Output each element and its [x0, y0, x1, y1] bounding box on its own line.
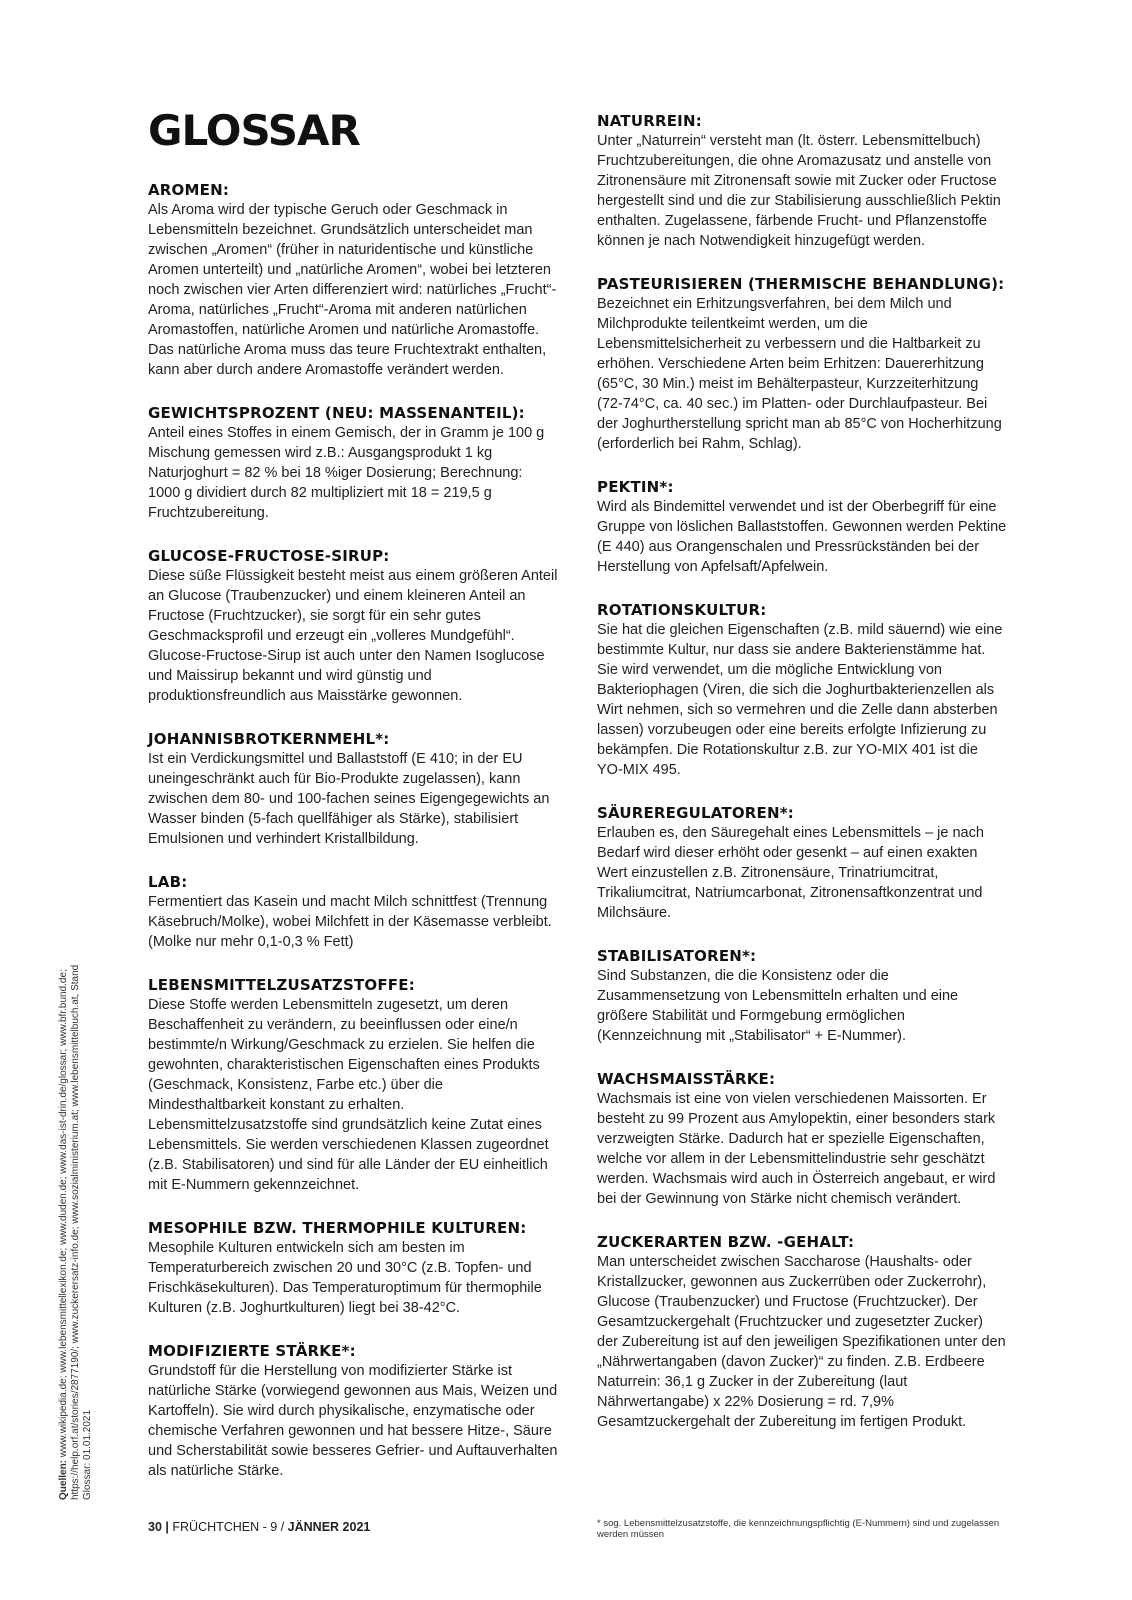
glossary-term: MODIFIZIERTE STÄRKE*: [148, 1342, 356, 1360]
glossary-definition: Bezeichnet ein Erhitzungsverfahren, bei dem Milch und Milchprodukte teilentkeimt werden, um die Lebensmittelsicherheit zu verbessern und die Haltbarkeit zu erhöhen. Verschiedene Arten beim Erhitzen: Dauererhitzung (65°C, 30 Min.) meist im Behälterpasteur, Kurzzeiterhitzung (72-74°C, ca. 40 sec.) im Platten- oder Durchlaufpasteur. Bei der Joghurtherstellung spricht man ab 85°C von Hocherhitzung (erforderlich bei Rahm, Schlag). [597, 296, 1002, 452]
glossary-entry-saeureregulatoren [597, 803, 1007, 923]
glossary-term: MESOPHILE BZW. THERMOPHILE KULTUREN: [148, 1219, 527, 1237]
glossary-entry-zuckerarten [597, 1232, 1007, 1432]
glossary-entry-lebensmittelzusatzstoffe [148, 975, 558, 1195]
glossary-term: AROMEN: [148, 181, 230, 199]
glossary-term: PEKTIN*: [597, 478, 674, 496]
glossary-entry-naturrein [597, 111, 1007, 251]
glossary-entry-pektin [597, 477, 1007, 577]
glossary-entry-glucose-fructose-sirup [148, 546, 558, 706]
glossary-term: LAB: [148, 873, 188, 891]
glossary-term: LEBENSMITTELZUSATZSTOFFE: [148, 976, 415, 994]
glossary-entry-stabilisatoren [597, 946, 1007, 1046]
glossary-entry-gewichtsprozent [148, 403, 558, 523]
glossary-term: GLUCOSE-FRUCTOSE-SIRUP: [148, 547, 390, 565]
glossary-definition: Fermentiert das Kasein und macht Milch schnittfest (Trennung Käsebruch/Molke), wobei Milchfett in der Käsemasse verbleibt. (Molke nur mehr 0,1-0,3 % Fett) [148, 894, 552, 950]
publication-name: FRÜCHTCHEN - 9 / [172, 1520, 285, 1534]
glossary-term: WACHSMAISSTÄRKE: [597, 1070, 776, 1088]
glossary-term: ROTATIONSKULTUR: [597, 601, 767, 619]
glossary-entry-modifizierte-staerke [148, 1341, 558, 1481]
glossary-entry-johannisbrotkernmehl [148, 729, 558, 849]
glossary-definition: Ist ein Verdickungsmittel und Ballaststoff (E 410; in der EU uneingeschränkt auch für Bio-Produkte zugelassen), kann zwischen dem 80- und 100-fachen seines Eigengegewichts an Wasser binden (5-fach quellfähiger als Stärke), stabilisiert Emulsionen und verhindert Kristallbildung. [148, 751, 550, 847]
glossary-term: STABILISATOREN*: [597, 947, 757, 965]
sources-note [58, 940, 94, 1500]
page-title: GLOSSAR [148, 106, 360, 155]
glossary-entry-mesophile-kulturen [148, 1218, 558, 1318]
glossary-entry-pasteurisieren [597, 274, 1007, 454]
glossary-entry-aromen [148, 180, 558, 380]
glossary-definition: Wachsmais ist eine von vielen verschiedenen Maissorten. Er besteht zu 99 Prozent aus Amylopektin, einer besonders stark verzweigten Stärke. Dadurch hat er spezielle Eigenschaften, welche vor allem in der Lebensmittelindustrie sehr geschätzt werden. Wachsmais wird auch in Österreich angebaut, er wird bei der Gewinnung von Stärke nicht chemisch verändert. [597, 1091, 996, 1207]
glossary-term: GEWICHTSPROZENT (NEU: MASSENANTEIL): [148, 404, 525, 422]
glossary-term: JOHANNISBROTKERNMEHL*: [148, 730, 390, 748]
footnote: * sog. Lebensmittelzusatzstoffe, die kennzeichnungspflichtig (E-Nummern) sind und zugelassen werden müssen [597, 1518, 1000, 1540]
glossary-term: NATURREIN: [597, 112, 702, 130]
glossary-entry-rotationskultur [597, 600, 1007, 780]
glossary-definition: Unter „Naturrein“ versteht man (lt. österr. Lebensmittelbuch) Fruchtzubereitungen, die ohne Aromazusatz und anstelle von Zitronensäure mit Zitronensaft sowie mit Zucker oder Fructose hergestellt sind und die zur Stabilisierung ausschließlich Pektin enthalten. Zugelassene, färbende Frucht- und Pflanzenstoffe können je nach Notwendigkeit hinzugefügt werden. [597, 133, 1001, 249]
glossary-definition: Diese süße Flüssigkeit besteht meist aus einem größeren Anteil an Glucose (Traubenzucker) und einem kleineren Anteil an Fructose (Fruchtzucker), sie sorgt für ein sehr gutes Geschmacksprofil und erzeugt ein „volleres Mundgefühl“. Glucose-Fructose-Sirup ist auch unter den Namen Isoglucose und Maissirup bekannt und wird günstig und produktionsfreundlich aus Maisstärke gewonnen. [148, 568, 558, 704]
glossary-left-column [148, 180, 558, 1504]
page-footer [148, 1520, 370, 1534]
glossary-entry-lab [148, 872, 558, 952]
glossary-definition: Anteil eines Stoffes in einem Gemisch, der in Gramm je 100 g Mischung gemessen wird z.B.: Ausgangsprodukt 1 kg Naturjoghurt = 82 % bei 18 %iger Dosierung; Berechnung: 1000 g dividiert durch 82 multipliziert mit 18 = 219,5 g Fruchtzubereitung. [148, 425, 545, 521]
sources-label: Quellen: [58, 1459, 69, 1500]
glossary-term: PASTEURISIEREN (THERMISCHE BEHANDLUNG): [597, 275, 1005, 293]
glossary-entry-wachsmaisstaerke [597, 1069, 1007, 1209]
glossary-definition: Man unterscheidet zwischen Saccharose (Haushalts- oder Kristallzucker, gewonnen aus Zuckerrüben oder Zuckerrohr), Glucose (Traubenzucker) und Fructose (Fruchtzucker). Der Gesamtzuckergehalt (Fruchtzucker und zugesetzter Zucker) der Zubereitung ist auf den jeweiligen Spezifikationen unter den „Nährwertangaben (davon Zucker)“ zu finden. Z.B. Erdbeere Naturrein: 36,1 g Zucker in der Zubereitung (laut Nährwertangabe) x 22% Dosierung = rd. 7,9% Gesamtzuckergehalt der Zubereitung im fertigen Produkt. [597, 1254, 1006, 1430]
glossary-right-column [597, 111, 1007, 1455]
sources-text: www.wikipedia.de; www.lebensmittellexikon.de; www.duden.de; www.das-ist-drin.de/glossar; www.bfr.bund.de; https://help.orf.at/stories/2877190/; www.zuckerersatz-info.de; www.sozialministerium.at; www.lebensmittelbuch.at, Stand Glossar: 01.01.2021 [58, 964, 93, 1500]
glossary-definition: Grundstoff für die Herstellung von modifizierter Stärke ist natürliche Stärke (vorwiegend gewonnen aus Mais, Weizen und Kartoffeln). Sie wird durch physikalische, enzymatische oder chemische Verfahren gewonnen und hat bessere Hitze-, Säure und Scherstabilität sowie besseres Gefrier- und Auftauverhalten als natürliche Stärke. [148, 1363, 558, 1479]
issue-date: JÄNNER 2021 [287, 1520, 371, 1534]
glossary-definition: Als Aroma wird der typische Geruch oder Geschmack in Lebensmitteln bezeichnet. Grundsätzlich unterscheidet man zwischen „Aromen“ (früher in naturidentische und künstliche Aromen unterteilt) und „natürliche Aromen“, wobei bei letzteren noch zwischen vier Arten differenziert wird: natürliches „Frucht“-Aroma, natürliches „Frucht“-Aroma mit anderen natürlichen Aromastoffen, natürliche Aromen und natürliche Aromastoffe. Das natürliche Aroma muss das teure Fruchtextrakt enthalten, kann aber durch andere Aromastoffe verändert werden. [148, 202, 557, 378]
glossary-definition: Wird als Bindemittel verwendet und ist der Oberbegriff für eine Gruppe von löslichen Ballaststoffen. Gewonnen werden Pektine (E 440) aus Orangenschalen und Pressrückständen bei der Herstellung von Apfelsaft/Apfelwein. [597, 499, 1007, 575]
page-number: 30 [148, 1520, 162, 1534]
glossary-definition: Erlauben es, den Säuregehalt eines Lebensmittels – je nach Bedarf wird dieser erhöht oder gesenkt – auf einen exakten Wert einzustellen z.B. Zitronensäure, Trinatriumcitrat, Trikaliumcitrat, Natriumcarbonat, Zitronensaftkonzentrat und Milchsäure. [597, 825, 984, 921]
glossary-term: ZUCKERARTEN BZW. -GEHALT: [597, 1233, 855, 1251]
footer-separator: | [165, 1520, 169, 1534]
glossary-definition: Sind Substanzen, die die Konsistenz oder die Zusammensetzung von Lebensmitteln erhalten und eine größere Stabilität und Formgebung ermöglichen (Kennzeichnung mit „Stabilisator“ + E-Nummer). [597, 968, 959, 1044]
glossary-definition: Diese Stoffe werden Lebensmitteln zugesetzt, um deren Beschaffenheit zu verändern, zu beeinflussen oder eine/n bestimmte/n Wirkung/Geschmack zu erzielen. Sie helfen die gewohnten, charakteristischen Eigenschaften eines Produkts (Geschmack, Konsistenz, Farbe etc.) über die Mindesthaltbarkeit konstant zu erhalten. Lebensmittelzusatzstoffe sind grundsätzlich keine Zutat eines Lebensmittels. Sie werden verschiedenen Klassen zugeordnet (z.B. Stabilisatoren) und sind für alle Länder der EU einheitlich mit E-Nummern gekennzeichnet. [148, 997, 549, 1193]
glossary-term: SÄUREREGULATOREN*: [597, 804, 794, 822]
glossary-definition: Mesophile Kulturen entwickeln sich am besten im Temperaturbereich zwischen 20 und 30°C (z.B. Topfen- und Frischkäsekulturen). Das Temperaturoptimum für thermophile Kulturen (z.B. Joghurtkulturen) liegt bei 38-42°C. [148, 1240, 542, 1316]
glossary-definition: Sie hat die gleichen Eigenschaften (z.B. mild säuernd) wie eine bestimmte Kultur, nur dass sie andere Bakterienstämme hat. Sie wird verwendet, um die mögliche Entwicklung von Bakteriophagen (Viren, die sich die Joghurtbakterienzellen als Wirt nehmen, sich so vermehren und die Zelle dann absterben lassen) vorzubeugen oder eine bereits erfolgte Infizierung zu bekämpfen. Die Rotationskultur z.B. zur YO-MIX 401 ist die YO-MIX 495. [597, 622, 1003, 778]
